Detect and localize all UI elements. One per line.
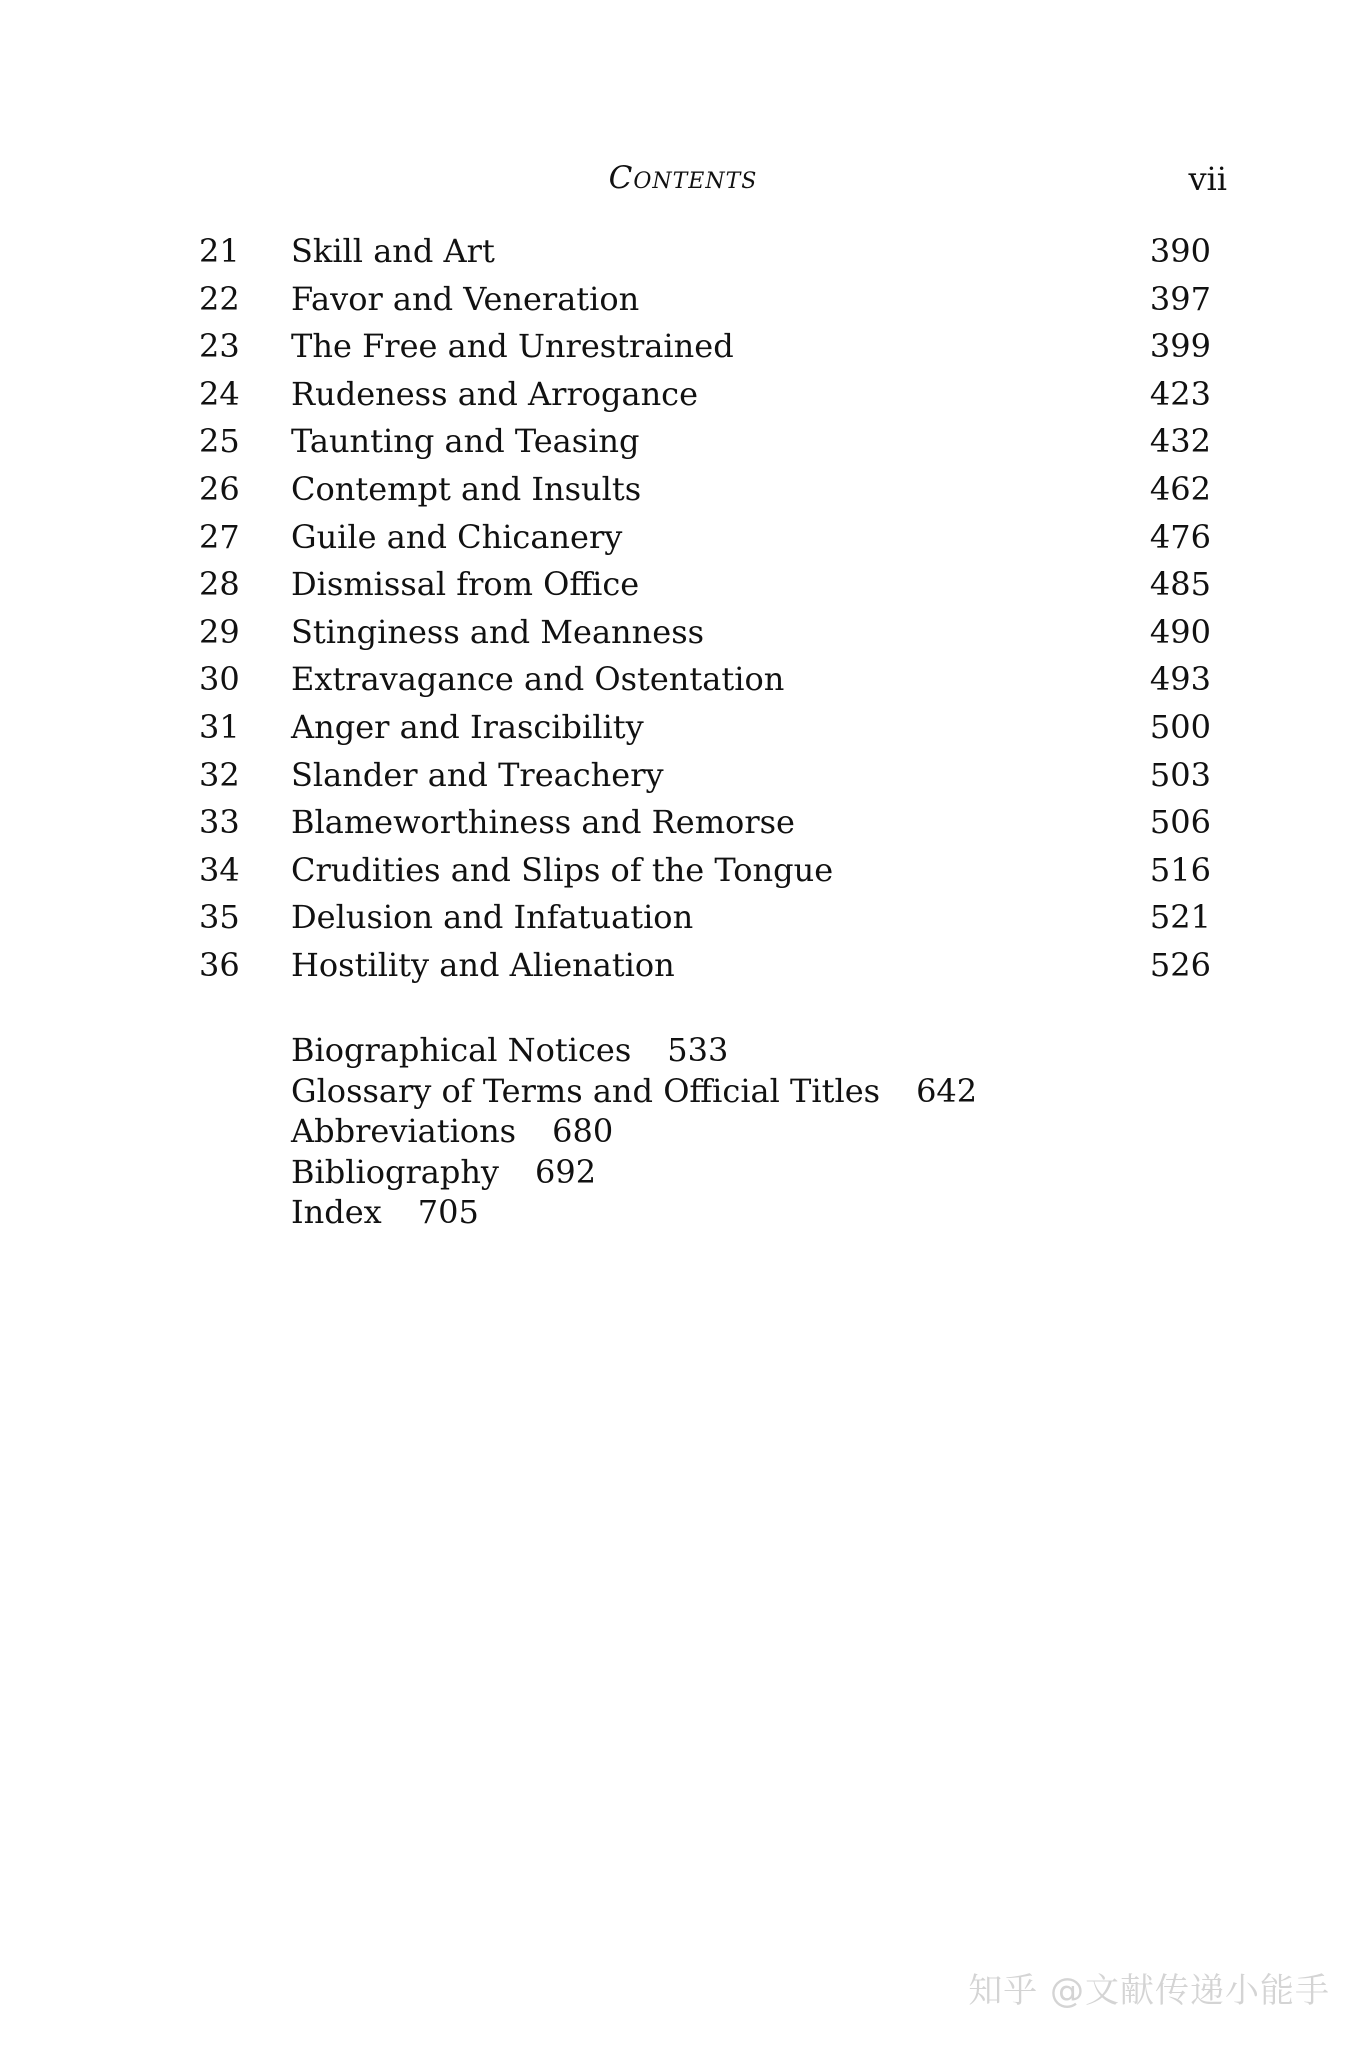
chapter-number: 32 [199,755,240,794]
back-matter-entry [291,1030,1191,1071]
back-matter-page-number: 533 [667,1031,729,1069]
chapter-page-number: 493 [1149,660,1211,699]
back-matter-entry [291,1152,1191,1193]
chapter-page-number: 516 [1149,850,1211,889]
chapter-entry [0,799,1366,847]
chapter-page-number: 490 [1149,612,1211,651]
chapter-entry [0,466,1366,514]
chapter-title: Crudities and Slips of the Tongue [291,850,834,889]
back-matter-page-number: 705 [417,1193,479,1232]
chapter-page-number: 432 [1149,422,1211,461]
chapter-title: Blameworthiness and Remorse [291,803,795,842]
chapter-title: Contempt and Insults [291,469,642,508]
chapter-number: 26 [199,469,240,508]
chapter-title: Delusion and Infatuation [291,898,694,937]
chapter-title: Stinginess and Meanness [291,612,705,651]
chapter-page-number: 506 [1149,803,1211,842]
running-head [0,160,1366,204]
back-matter-page-number: 692 [535,1152,597,1191]
chapter-entry [0,371,1366,419]
back-matter-entry [291,1111,1191,1152]
chapter-entry [0,656,1366,704]
chapter-title: Dismissal from Office [291,565,640,604]
chapter-number: 28 [199,565,240,604]
chapter-title: Skill and Art [291,232,495,270]
chapter-title: Guile and Chicanery [291,517,623,556]
chapter-page-number: 462 [1149,469,1211,508]
back-matter-title: Glossary of Terms and Official Titles [291,1071,881,1110]
chapter-title: Extravagance and Ostentation [291,660,785,699]
chapter-number: 33 [199,803,240,842]
back-matter-title: Biographical Notices [291,1031,632,1069]
chapter-page-number: 399 [1149,327,1211,366]
chapter-title: Anger and Irascibility [291,707,644,746]
chapter-page-number: 390 [1149,232,1211,270]
chapter-number: 23 [199,327,240,366]
back-matter-page-number: 642 [916,1071,978,1110]
chapter-number: 24 [199,374,240,413]
chapter-entry [0,942,1366,990]
chapter-entry [0,752,1366,800]
chapter-number: 35 [199,898,240,937]
chapter-entry [0,514,1366,562]
chapter-number: 22 [199,279,240,318]
chapter-page-number: 500 [1149,707,1211,746]
chapter-number: 34 [199,850,240,889]
back-matter-entry [291,1071,1191,1112]
chapter-page-number: 423 [1149,374,1211,413]
chapter-entry [0,609,1366,657]
chapter-page-number: 521 [1149,898,1211,937]
back-matter-title: Abbreviations [291,1112,517,1151]
chapter-number: 36 [199,945,240,984]
watermark: 知乎 @文献传递小能手 [968,1971,1330,2011]
chapter-number: 30 [199,660,240,699]
page-number: vii [1188,160,1227,198]
chapter-title: The Free and Unrestrained [291,327,734,366]
chapter-title: Slander and Treachery [291,755,664,794]
chapter-number: 27 [199,517,240,556]
chapter-entry [0,704,1366,752]
chapter-list [0,228,1366,990]
chapter-number: 29 [199,612,240,651]
back-matter-page-number: 680 [552,1112,614,1151]
chapter-entry [0,847,1366,895]
chapter-title: Favor and Veneration [291,279,640,318]
running-title: Contents [608,160,758,196]
chapter-number: 25 [199,422,240,461]
chapter-entry [0,418,1366,466]
chapter-number: 31 [199,707,240,746]
chapter-title: Rudeness and Arrogance [291,374,699,413]
chapter-number: 21 [199,232,240,270]
chapter-page-number: 503 [1149,755,1211,794]
chapter-page-number: 526 [1149,945,1211,984]
back-matter-entry [291,1192,1191,1233]
chapter-page-number: 485 [1149,565,1211,604]
chapter-entry [0,228,1366,276]
chapter-entry [0,276,1366,324]
chapter-entry [0,894,1366,942]
chapter-entry [0,323,1366,371]
chapter-title: Hostility and Alienation [291,945,675,984]
back-matter-list [291,1030,1191,1233]
chapter-entry [0,561,1366,609]
chapter-title: Taunting and Teasing [291,422,640,461]
chapter-page-number: 476 [1149,517,1211,556]
back-matter-title: Index [291,1193,382,1232]
back-matter-title: Bibliography [291,1152,499,1191]
chapter-page-number: 397 [1149,279,1211,318]
